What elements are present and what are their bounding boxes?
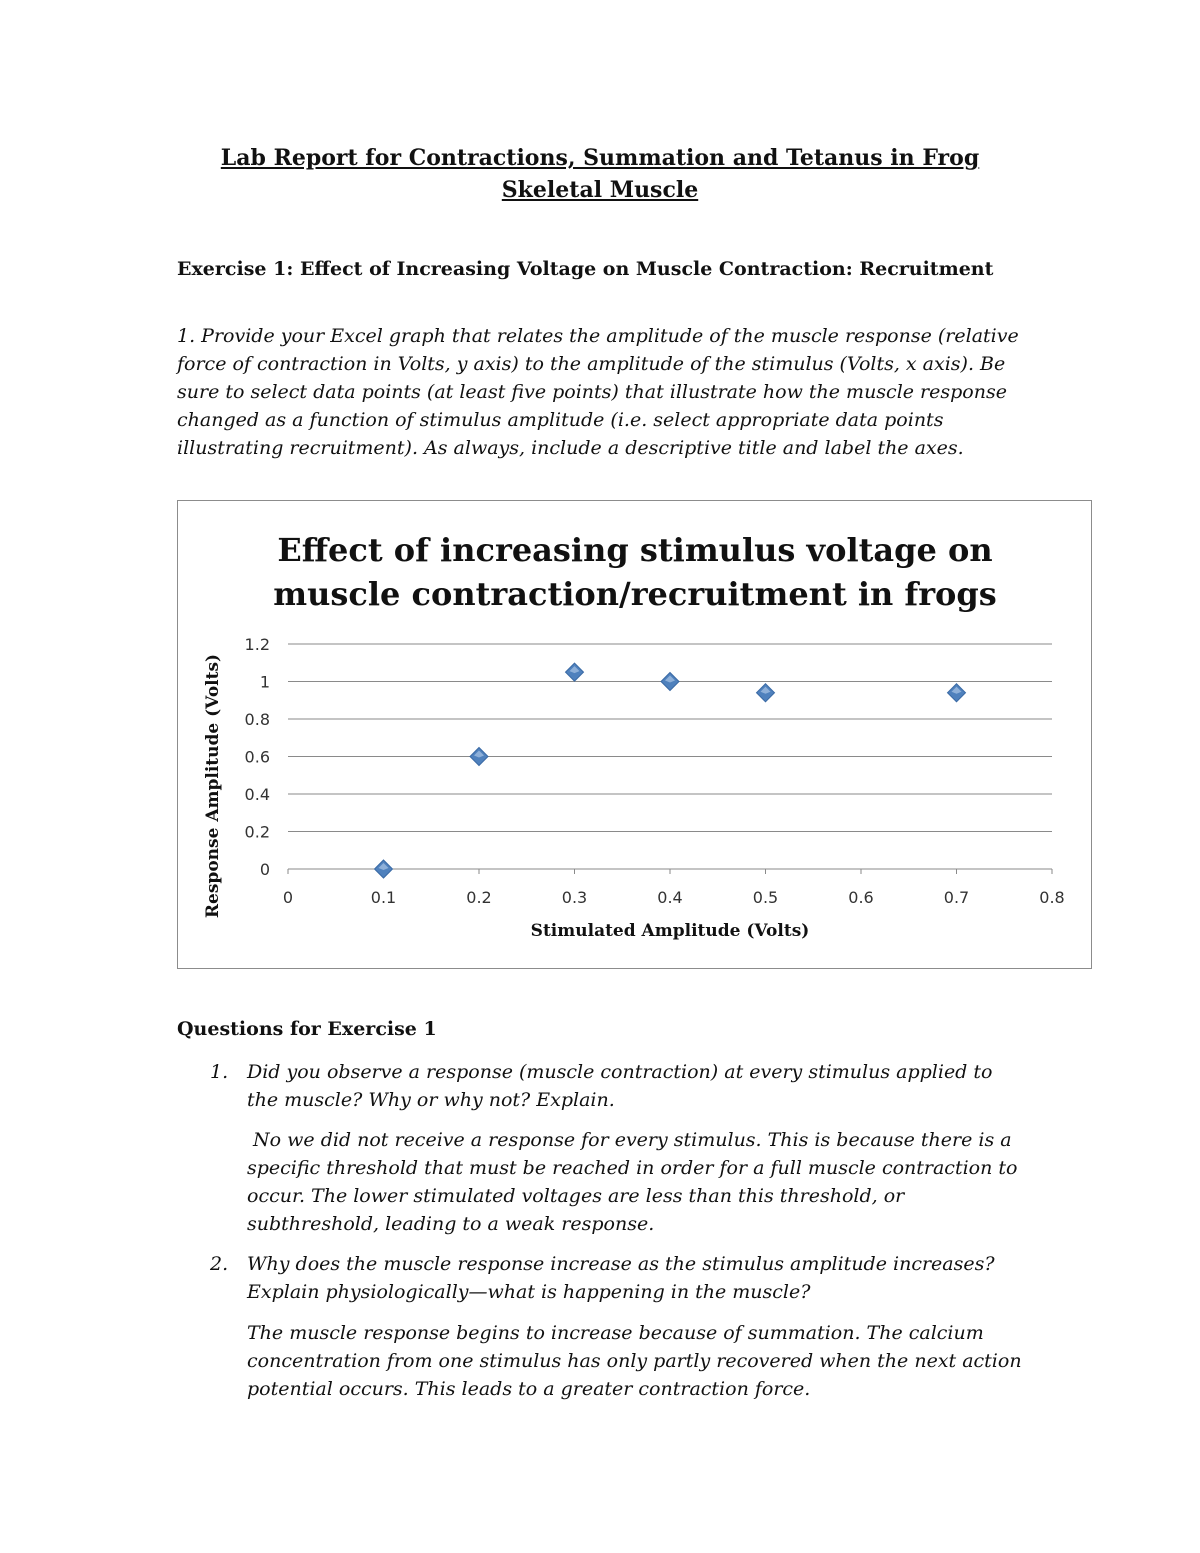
question-text bbox=[247, 1250, 1037, 1306]
answer-1 bbox=[247, 1126, 1037, 1238]
y-tick-label: 0.4 bbox=[244, 785, 270, 804]
x-tick-label: 0.4 bbox=[657, 888, 683, 907]
question-line: Did you observe a response (muscle contraction) at every stimulus applied to bbox=[247, 1061, 993, 1083]
question-line: Why does the muscle response increase as the stimulus amplitude increases? bbox=[247, 1253, 995, 1275]
title-line-1: Lab Report for Contractions, Summation and Tetanus in Frog bbox=[220, 145, 980, 171]
title-line-2: Skeletal Muscle bbox=[501, 177, 699, 203]
x-tick-label: 0.6 bbox=[848, 888, 874, 907]
x-tick-label: 0.7 bbox=[943, 888, 970, 907]
x-tick-label: 0.8 bbox=[1039, 888, 1065, 907]
question-line: the muscle? Why or why not? Explain. bbox=[247, 1089, 615, 1111]
question-line: Explain physiologically—what is happening in the muscle? bbox=[247, 1281, 811, 1303]
question-number: 1. bbox=[210, 1061, 229, 1083]
x-tick-label: 0 bbox=[282, 888, 294, 907]
answer-line: concentration from one stimulus has only partly recovered when the next action bbox=[247, 1350, 1022, 1372]
exercise-prompt bbox=[177, 322, 1037, 462]
prompt-line: sure to select data points (at least five points) that illustrate how the muscle response bbox=[177, 381, 1007, 403]
question-number: 2. bbox=[210, 1253, 229, 1275]
y-tick-label: 0.2 bbox=[244, 822, 270, 842]
scatter-chart bbox=[178, 501, 1093, 970]
chart-container bbox=[177, 500, 1092, 969]
prompt-line: illustrating recruitment). As always, include a descriptive title and label the axes. bbox=[177, 437, 964, 459]
document-title bbox=[150, 142, 1050, 206]
answer-line: occur. The lower stimulated voltages are less than this threshold, or bbox=[247, 1185, 905, 1207]
x-tick-label: 0.2 bbox=[466, 888, 492, 907]
chart-data-points bbox=[375, 663, 966, 878]
y-tick-label: 1.2 bbox=[244, 635, 270, 654]
questions-heading: Questions for Exercise 1 bbox=[177, 1018, 437, 1040]
x-axis-label: Stimulated Amplitude (Volts) bbox=[530, 921, 810, 941]
answer-line: The muscle response begins to increase because of summation. The calcium bbox=[247, 1322, 984, 1344]
prompt-line: force of contraction in Volts, y axis) to the amplitude of the stimulus (Volts, x axis). Be bbox=[177, 353, 1006, 375]
y-axis-label: Response Amplitude (Volts) bbox=[203, 653, 223, 919]
y-tick-label: 0.6 bbox=[244, 747, 270, 767]
y-tick-label: 1 bbox=[259, 672, 270, 692]
exercise-1-heading: Exercise 1: Effect of Increasing Voltage on Muscle Contraction: Recruitment bbox=[177, 258, 994, 280]
chart-tick-labels bbox=[245, 635, 1065, 907]
x-tick-label: 0.1 bbox=[370, 888, 397, 907]
y-tick-label: 0.8 bbox=[244, 710, 270, 729]
answer-2 bbox=[247, 1319, 1037, 1403]
prompt-line: 1. Provide your Excel graph that relates the amplitude of the muscle response (relative bbox=[177, 325, 1019, 347]
chart-title-line-2: muscle contraction/recruitment in frogs bbox=[273, 575, 997, 613]
question-text bbox=[247, 1058, 1037, 1114]
prompt-line: changed as a function of stimulus amplitude (i.e. select appropriate data points bbox=[177, 409, 944, 431]
y-tick-label: 0 bbox=[259, 860, 270, 879]
answer-line: potential occurs. This leads to a greater contraction force. bbox=[247, 1378, 811, 1400]
x-tick-label: 0.5 bbox=[752, 888, 779, 907]
answer-line: No we did not receive a response for every stimulus. This is because there is a bbox=[247, 1129, 1012, 1151]
x-tick-label: 0.3 bbox=[561, 888, 588, 907]
chart-title-line-1: Effect of increasing stimulus voltage on bbox=[277, 531, 993, 569]
answer-line: specific threshold that must be reached in order for a full muscle contraction to bbox=[247, 1157, 1018, 1179]
answer-line: subthreshold, leading to a weak response. bbox=[247, 1213, 655, 1235]
